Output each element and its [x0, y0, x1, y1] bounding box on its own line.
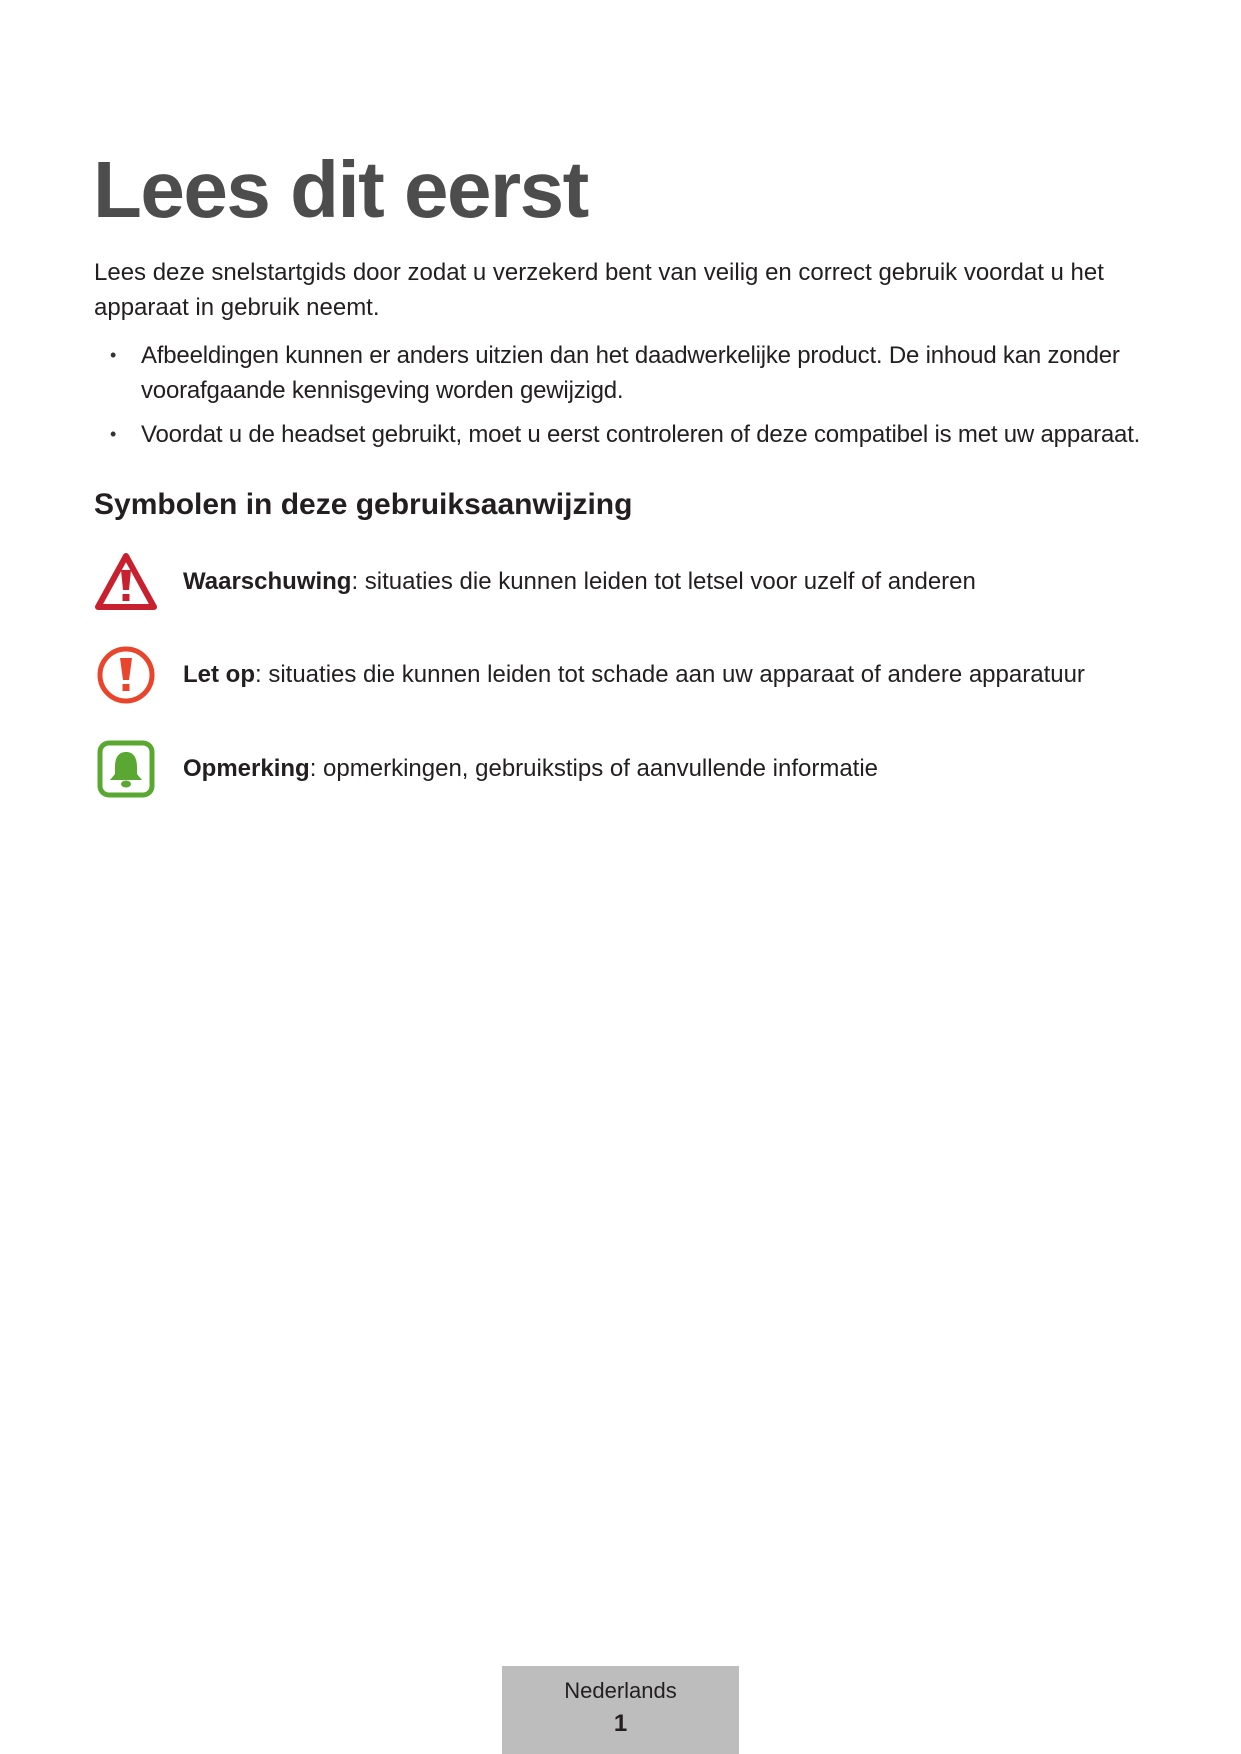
symbol-row-warning	[94, 550, 976, 614]
symbol-text: : situaties die kunnen leiden tot letsel voor uzelf of anderen	[351, 568, 976, 595]
symbol-description	[183, 755, 878, 783]
page-title: Lees dit eerst	[93, 145, 588, 234]
bullet-text: Voordat u de headset gebruikt, moet u eerst controleren of deze compatibel is met uw apparaat.	[141, 421, 1141, 448]
bullet-item	[94, 338, 1174, 408]
symbol-description	[183, 661, 1085, 689]
note-bell-icon	[94, 737, 158, 801]
symbol-row-caution	[94, 643, 1085, 707]
bullet-marker: •	[110, 345, 117, 365]
bullet-text: Afbeeldingen kunnen er anders uitzien dan het daadwerkelijke product. De inhoud kan zonder voorafgaande kennisgeving worden gewijzigd.	[141, 342, 1120, 404]
footer-language: Nederlands	[564, 1678, 677, 1703]
bullet-item	[94, 417, 1174, 452]
bullet-marker: •	[110, 424, 117, 444]
page-number: 1	[613, 1710, 628, 1737]
symbol-description	[183, 568, 976, 596]
page-footer	[502, 1666, 739, 1754]
symbol-label: Waarschuwing	[183, 568, 352, 595]
warning-triangle-icon	[94, 550, 158, 614]
symbol-label: Let op	[183, 661, 255, 688]
symbol-text: : situaties die kunnen leiden tot schade aan uw apparaat of andere apparatuur	[255, 661, 1085, 688]
caution-circle-icon	[94, 643, 158, 707]
intro-paragraph: Lees deze snelstartgids door zodat u verzekerd bent van veilig en correct gebruik voordat u het apparaat in gebruik neemt.	[94, 259, 1104, 321]
symbol-row-note	[94, 737, 878, 801]
bullet-list	[94, 338, 1174, 461]
symbol-label: Opmerking	[183, 755, 310, 782]
symbol-text: : opmerkingen, gebruikstips of aanvullende informatie	[309, 755, 879, 782]
section-title: Symbolen in deze gebruiksaanwijzing	[94, 488, 633, 521]
